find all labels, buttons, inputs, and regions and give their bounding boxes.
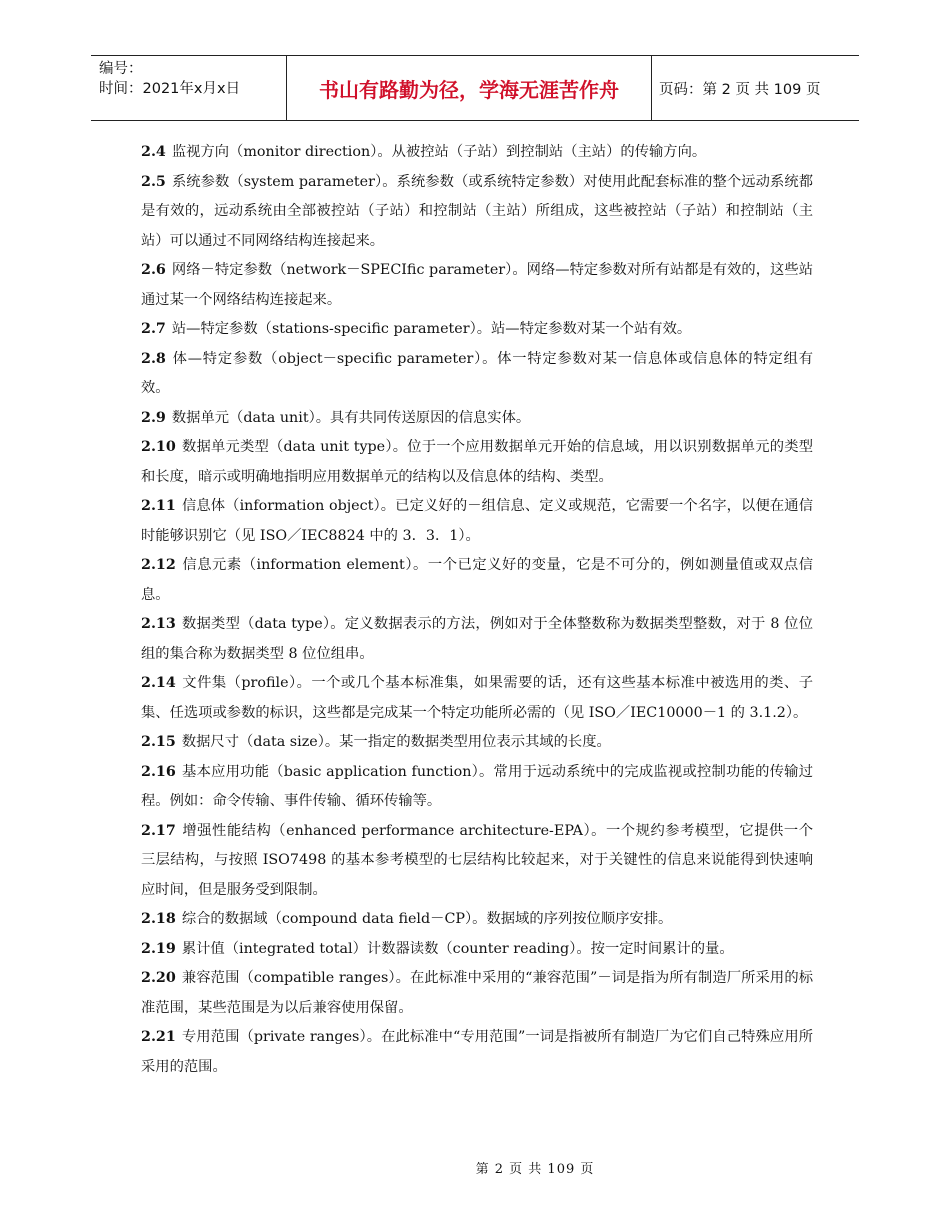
- entry-number: 2.21: [141, 1029, 176, 1045]
- entry-text: 增强性能结构（enhanced performance architecture-EPA）。一个规约参考模型，它提供一个三层结构，与按照 ISO7498 的基本参考模型的七层结构比较起来，对于关键性的信息来说能得到快速响应时间，但是服务受到限制。: [141, 822, 813, 898]
- definition-entry: [141, 492, 813, 551]
- entry-number: 2.7: [141, 321, 166, 337]
- definition-entry: [141, 610, 813, 669]
- footer-page-number: 第 2 页 共 109 页: [475, 1162, 595, 1177]
- header-motto: 书山有路勤为径，学海无涯苦作舟: [286, 56, 652, 120]
- entry-number: 2.9: [141, 409, 166, 426]
- entry-text: 数据单元（data unit）。具有共同传送原因的信息实体。: [171, 409, 531, 426]
- page-header: [91, 55, 859, 121]
- entry-number: 2.8: [141, 350, 166, 367]
- definition-entry: [141, 168, 813, 257]
- entry-text: 综合的数据域（compound data field－CP）。数据域的序列按位顺序安排。: [181, 911, 673, 927]
- definition-entry: [141, 345, 813, 404]
- header-meta: [99, 59, 289, 99]
- entry-number: 2.11: [141, 498, 176, 514]
- entry-text: 数据类型（data type）。定义数据表示的方法，例如对于全体整数称为数据类型整数，对于 8 位位组的集合称为数据类型 8 位位组串。: [141, 616, 813, 662]
- entry-number: 2.4: [141, 144, 166, 160]
- entry-text: 兼容范围（compatible ranges）。在此标准中采用的“兼容范围”－词是指为所有制造厂所采用的标准范围，某些范围是为以后兼容使用保留。: [141, 970, 813, 1016]
- entry-number: 2.13: [141, 616, 176, 632]
- definition-entry: [141, 669, 813, 728]
- header-time-label: 时间：2021年x月x日: [99, 81, 241, 97]
- definition-entry: [141, 905, 813, 935]
- entry-text: 监视方向（monitor direction）。从被控站（子站）到控制站（主站）的传输方向。: [171, 144, 707, 160]
- entry-text: 数据尺寸（data size）。某一指定的数据类型用位表示其域的长度。: [181, 734, 611, 750]
- entry-number: 2.19: [141, 940, 176, 957]
- entry-number: 2.5: [141, 173, 166, 190]
- entry-number: 2.18: [141, 911, 176, 927]
- definition-entry: [141, 551, 813, 610]
- definition-entry: [141, 964, 813, 1023]
- definition-entry: [141, 433, 813, 492]
- document-body: [141, 138, 813, 1082]
- entry-number: 2.14: [141, 675, 176, 691]
- definition-entry: [141, 817, 813, 906]
- entry-text: 体—特定参数（object－specific parameter）。体一特定参数对某一信息体或信息体的特定组有效。: [141, 350, 813, 396]
- definition-entry: [141, 138, 813, 168]
- entry-number: 2.10: [141, 439, 176, 455]
- definition-entry: [141, 256, 813, 315]
- entry-text: 文件集（profile）。一个或几个基本标准集，如果需要的话，还有这些基本标准中被选用的类、子集、任选项或参数的标识，这些都是完成某一个特定功能所必需的（见 ISO／IEC10000－1 的 3.1.2）。: [141, 675, 813, 721]
- entry-text: 站—特定参数（stations-specific parameter）。站—特定参数对某一个站有效。: [171, 321, 692, 337]
- entry-text: 网络－特定参数（network－SPECIfic parameter）。网络—特定参数对所有站都是有效的，这些站通过某一个网络结构连接起来。: [141, 262, 813, 308]
- definition-entry: [141, 728, 813, 758]
- entry-number: 2.20: [141, 970, 176, 986]
- entry-text: 累计值（integrated total）计数器读数（counter reading）。按一定时间累计的量。: [181, 940, 734, 957]
- entry-text: 基本应用功能（basic application function）。常用于远动系统中的完成监视或控制功能的传输过程。例如：命令传输、事件传输、循环传输等。: [141, 763, 813, 809]
- entry-text: 信息元素（information element）。一个已定义好的变量，它是不可分的，例如测量值或双点信息。: [141, 557, 813, 603]
- entry-number: 2.15: [141, 734, 176, 750]
- definition-entry: [141, 315, 813, 345]
- entry-number: 2.17: [141, 822, 176, 839]
- entry-number: 2.12: [141, 557, 176, 573]
- page-footer: [0, 1158, 950, 1177]
- definition-entry: [141, 758, 813, 817]
- definition-entry: [141, 404, 813, 434]
- entry-text: 专用范围（private ranges）。在此标准中“专用范围”一词是指被所有制造厂为它们自己特殊应用所采用的范围。: [141, 1029, 813, 1075]
- entry-text: 信息体（information object）。已定义好的－组信息、定义或规范，它需要一个名字，以便在通信时能够识别它（见 ISO／IEC8824 中的 3．3．1）。: [141, 498, 813, 544]
- definition-entry: [141, 1023, 813, 1082]
- header-number-label: 编号：: [99, 61, 143, 77]
- entry-text: 系统参数（system parameter）。系统参数（或系统特定参数）对使用此配套标准的整个远动系统都是有效的，远动系统由全部被控站（子站）和控制站（主站）所组成，这些被控站（子站）和控制站（主站）可以通过不同网络结构连接起来。: [141, 173, 813, 249]
- entry-number: 2.16: [141, 763, 176, 780]
- entry-text: 数据单元类型（data unit type）。位于一个应用数据单元开始的信息域，用以识别数据单元的类型和长度，暗示或明确地指明应用数据单元的结构以及信息体的结构、类型。: [141, 439, 813, 485]
- header-page-info: 页码：第 2 页 共 109 页: [659, 81, 821, 98]
- entry-number: 2.6: [141, 262, 166, 278]
- definition-entry: [141, 935, 813, 965]
